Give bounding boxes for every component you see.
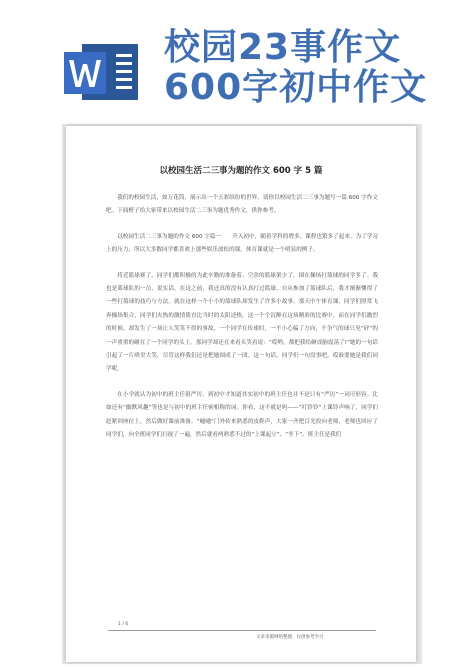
word-doc-icon	[62, 38, 146, 104]
banner-title: 校园23事作文600字初中作文	[164, 27, 428, 108]
document-banner	[0, 0, 474, 125]
footer-note: 文章来源网络整理，仅供参考学习	[256, 635, 324, 640]
document-body	[106, 192, 378, 455]
paragraph-intro: 我们的校园生活，如万花筒，展示出一个五彩缤纷的世界。请你以校园生活二三事为题写一篇 600 字作文吧。下面橙子给大家带来以校园生活二三事为题优秀作文，供你参考。	[106, 195, 378, 215]
paragraph-essay-one-opening: 以校园生活二三事为题的作文 600 字篇一 升入初中，随着学科的增多，课程也繁多了起来。为了学习上的压力，所以大多数同学都喜欢上那些娱乐放松的课。体育课就是一个明显的例子。	[106, 233, 378, 254]
paragraph-basketball: 将近篮球赛了，同学们都积极的为此辛勤的准备着。空余的篮球架少了，围在操场打篮球的同学多了。我也是篮球队的一员，说实话，在这之前，我还真的没有认真打过篮球。自从参加了篮球队后，我才渐渐懂得了一些打篮球的技巧与方法。就在这样一个小小的篮球队却发生了许多小故事。那天中午体育课，同学们照常飞奔操场集合，同学们火热的激情简直比当时的太阳还热，这一个个沉醉在这场精彩的比赛中。而在同学们激烈的时候，却发生了一场让人笑笑不得的事故，一个同学在传球时，一不小心偏了方向，不争气的球只见“砰”的一声重重的砸在了一个同学的头上，那同学却还在来看头笑看说：“哎哟，都把我给砸成脑震荡了!”她的一句话引起了一片哄堂大笑。尽管这样我们还是把她围成了一团。这一句话，同学们一句没事吧。哎谁要她是我们同学呢。	[106, 272, 378, 373]
footer-divider	[108, 630, 376, 631]
document-title: 以校园生活二三事为题的作文 600 字 5 篇	[159, 166, 323, 176]
document-page	[66, 126, 416, 662]
page-number: 1 / 6	[118, 622, 129, 627]
paragraph-head-teacher: 在小学就认为初中的班主任很严厉，到初中才知道其实初中的班主任也并不是只有“严厉”一词可形容。比如还有“幽默风趣”等也是与初中的班主任密相称的词。你看，这不就是吗——“叮铃铃”上课铃声响了，同学们赶紧回座位上，然后做好课前准备。“嗵嗵”门外传来熟悉的皮鞋声，大家一齐把目光投向老师，老师也回应了同学们，向全班同学们扫视了一遍，然后就看两熟悉不过的“上课起立”、“坐下”。班主任是我们	[106, 391, 378, 439]
